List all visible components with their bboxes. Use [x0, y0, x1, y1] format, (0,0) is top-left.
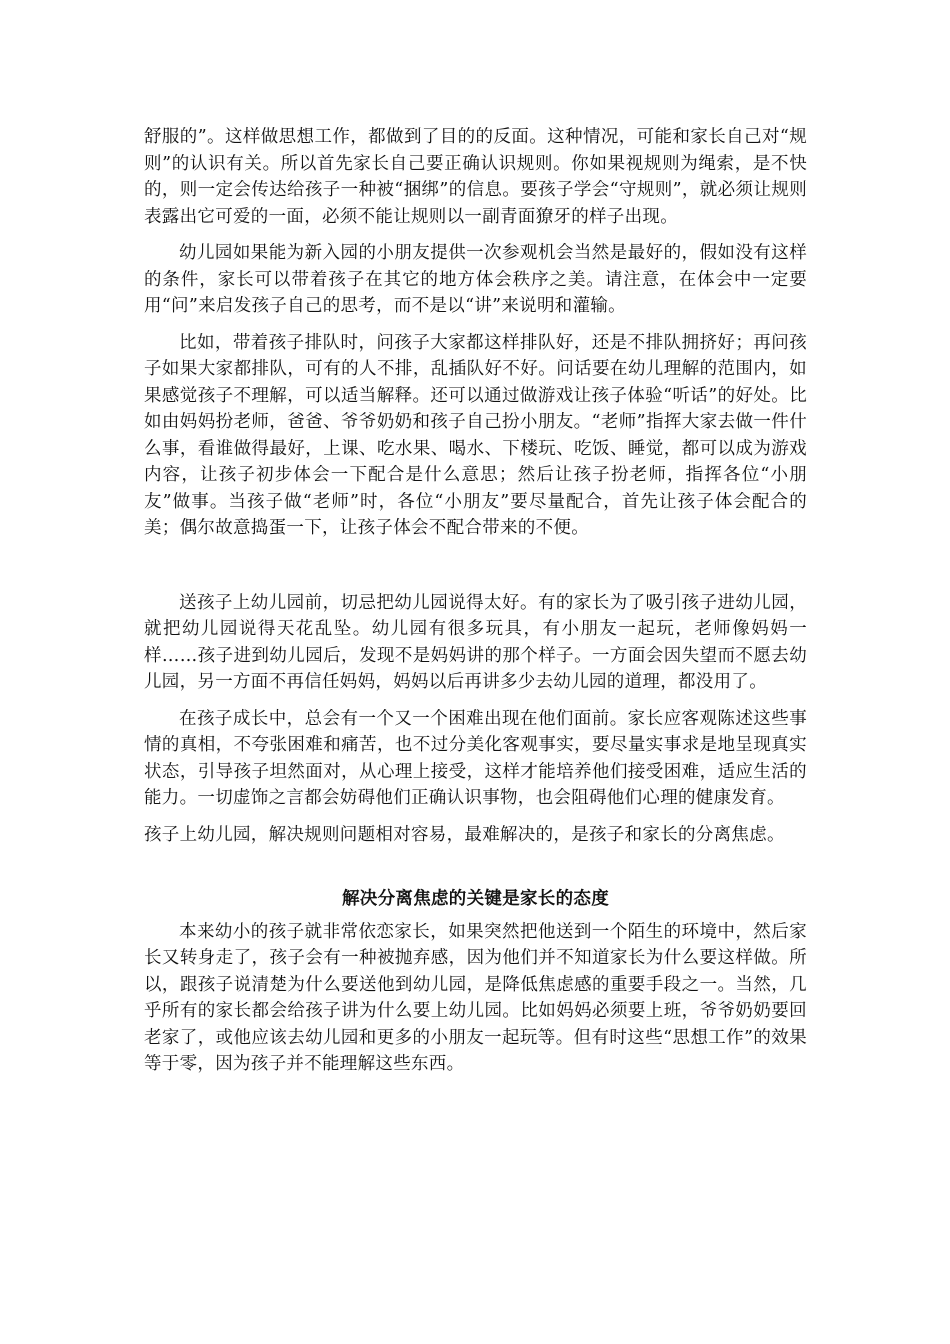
paragraph-rules-attitude: 舒服的”。这样做思想工作，都做到了目的的反面。这种情况，可能和家长自己对“规则”的认识有关。所以首先家长自己要正确认识规则。你如果视规则为绳索，是不快的，则一定会传达给孩子一种被“捆绑”的信息。要孩子学会“守规则”，就必须让规则表露出它可爱的一面，必须不能让规则以一副青面獠牙的样子出现。 — [144, 127, 807, 227]
paragraph-queue-game-example: 比如，带着孩子排队时，问孩子大家都这样排队好，还是不排队拥挤好；再问孩子如果大家都排队，可有的人不排，乱插队好不好。问话要在幼儿理解的范围内，如果感觉孩子不理解，可以适当解释。还可以通过做游戏让孩子体验“听话”的好处。比如由妈妈扮老师，爸爸、爷爷奶奶和孩子自己扮小朋友。“老师”指挥大家去做一件什么事，看谁做得最好，上课、吃水果、喝水、下楼玩、吃饭、睡觉，都可以成为游戏内容，让孩子初步体会一下配合是什么意思；然后让孩子扮老师，指挥各位“小朋友”做事。当孩子做“老师”时，各位“小朋友”要尽量配合，首先让孩子体会配合的美；偶尔故意捣蛋一下，让孩子体会不配合带来的不便。 — [144, 332, 807, 538]
section-heading: 解决分离焦虑的关键是家长的态度 — [342, 889, 609, 909]
section-spacer — [144, 848, 807, 886]
paragraph-spacer — [144, 542, 807, 590]
paragraph-visit-kindergarten: 幼儿园如果能为新入园的小朋友提供一次参观机会当然是最好的，假如没有这样的条件，家长可以带着孩子在其它的地方体会秩序之美。请注意，在体会中一定要用“问”来启发孩子自己的思考，而不是以“讲”来说明和灌输。 — [144, 243, 807, 316]
paragraph-face-difficulties: 在孩子成长中，总会有一个又一个困难出现在他们面前。家长应客观陈述这些事情的真相，不夸张困难和痛苦，也不过分美化客观事实，要尽量实事求是地呈现真实状态，引导孩子坦然面对，从心理上接受，这样才能培养他们接受困难，适应生活的能力。一切虚饰之言都会妨碍他们正确认识事物，也会阻碍他们心理的健康发育。 — [144, 708, 807, 808]
document-page — [144, 124, 807, 1078]
paragraph-do-not-overpraise: 送孩子上幼儿园前，切忌把幼儿园说得太好。有的家长为了吸引孩子进幼儿园，就把幼儿园说得天花乱坠。幼儿园有很多玩具，有小朋友一起玩，老师像妈妈一样……孩子进到幼儿园后，发现不是妈妈讲的那个样子。一方面会因失望而不愿去幼儿园，另一方面不再信任妈妈，妈妈以后再讲多少去幼儿园的道理，都没用了。 — [144, 592, 807, 692]
paragraph-separation-anxiety-intro: 孩子上幼儿园，解决规则问题相对容易，最难解决的，是孩子和家长的分离焦虑。 — [144, 824, 785, 845]
paragraph-explain-to-child: 本来幼小的孩子就非常依恋家长，如果突然把他送到一个陌生的环境中，然后家长又转身走了，孩子会有一种被抛弃感，因为他们并不知道家长为什么要这样做。所以，跟孩子说清楚为什么要送他到幼儿园，是降低焦虑感的重要手段之一。当然，几乎所有的家长都会给孩子讲为什么要上幼儿园。比如妈妈必须要上班，爷爷奶奶要回老家了，或他应该去幼儿园和更多的小朋友一起玩等。但有时这些“思想工作”的效果等于零，因为孩子并不能理解这些东西。 — [144, 921, 807, 1074]
